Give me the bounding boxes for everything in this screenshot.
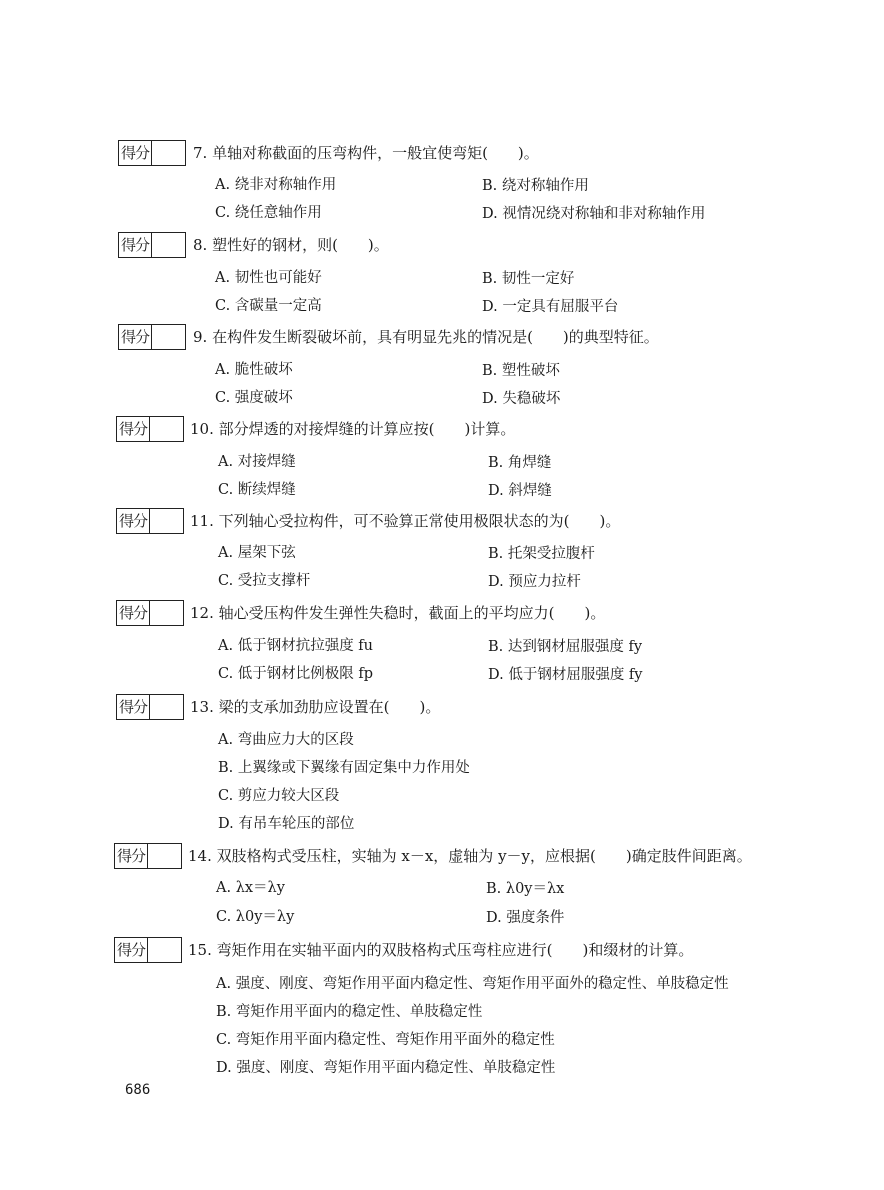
option-d: D. 斜焊缝 <box>488 483 552 499</box>
option-d: D. 视情况绕对称轴和非对称轴作用 <box>482 206 706 222</box>
page-number: 686 <box>125 1082 151 1098</box>
score-label: 得分 <box>115 844 148 868</box>
option-d: D. 有吊车轮压的部位 <box>218 816 355 832</box>
score-box <box>116 600 184 626</box>
option-a: A. 低于钢材抗拉强度 fu <box>218 638 374 654</box>
score-box <box>116 508 184 534</box>
option-d: D. 低于钢材屈服强度 fy <box>488 667 643 683</box>
question-stem: 11. 下列轴心受拉构件，可不验算正常使用极限状态的为( )。 <box>190 512 621 530</box>
option-c: C. 绕任意轴作用 <box>215 205 322 221</box>
score-label: 得分 <box>115 938 148 962</box>
option-b: B. 达到钢材屈服强度 fy <box>488 639 643 655</box>
score-box <box>118 140 186 166</box>
option-d: D. 一定具有屈服平台 <box>482 299 619 315</box>
option-c: C. 剪应力较大区段 <box>218 788 340 804</box>
score-label: 得分 <box>117 601 150 625</box>
option-a: A. λx＝λy <box>216 880 285 896</box>
score-box <box>118 232 186 258</box>
score-label: 得分 <box>117 509 150 533</box>
question-stem: 9. 在构件发生断裂破坏前，具有明显先兆的情况是( )的典型特征。 <box>193 328 659 346</box>
score-box <box>118 324 186 350</box>
score-label: 得分 <box>117 417 150 441</box>
option-c: C. 低于钢材比例极限 fp <box>218 666 374 682</box>
score-box <box>116 694 184 720</box>
option-c: C. 含碳量一定高 <box>215 298 322 314</box>
score-box <box>114 843 182 869</box>
option-c: C. 断续焊缝 <box>218 482 296 498</box>
option-d: D. 失稳破坏 <box>482 391 561 407</box>
option-c: C. 弯矩作用平面内稳定性、弯矩作用平面外的稳定性 <box>216 1032 555 1048</box>
option-d: D. 预应力拉杆 <box>488 574 581 590</box>
option-b: B. 托架受拉腹杆 <box>488 546 595 562</box>
option-a: A. 绕非对称轴作用 <box>215 177 337 193</box>
option-b: B. 韧性一定好 <box>482 271 575 287</box>
option-a: A. 韧性也可能好 <box>215 270 322 286</box>
question-stem: 12. 轴心受压构件发生弹性失稳时，截面上的平均应力( )。 <box>190 604 606 622</box>
option-b: B. λ0y＝λx <box>486 881 565 897</box>
score-box <box>114 937 182 963</box>
score-label: 得分 <box>119 325 152 349</box>
question-stem: 7. 单轴对称截面的压弯构件，一般宜使弯矩( )。 <box>193 144 539 162</box>
option-d: D. 强度、刚度、弯矩作用平面内稳定性、单肢稳定性 <box>216 1060 556 1076</box>
score-box <box>116 416 184 442</box>
option-a: A. 脆性破坏 <box>215 362 293 378</box>
score-label: 得分 <box>117 695 150 719</box>
question-stem: 10. 部分焊透的对接焊缝的计算应按( )计算。 <box>190 420 516 438</box>
score-label: 得分 <box>119 233 152 257</box>
question-stem: 13. 梁的支承加劲肋应设置在( )。 <box>190 698 441 716</box>
option-b: B. 上翼缘或下翼缘有固定集中力作用处 <box>218 760 470 776</box>
option-b: B. 塑性破坏 <box>482 363 560 379</box>
question-stem: 14. 双肢格构式受压柱，实轴为 x－x，虚轴为 y－y，应根据( )确定肢件间距离。 <box>188 847 752 865</box>
question-stem: 8. 塑性好的钢材，则( )。 <box>193 236 389 254</box>
option-a: A. 屋架下弦 <box>218 545 296 561</box>
option-d: D. 强度条件 <box>486 910 565 926</box>
score-label: 得分 <box>119 141 152 165</box>
option-a: A. 弯曲应力大的区段 <box>218 732 354 748</box>
option-c: C. 受拉支撑杆 <box>218 573 311 589</box>
option-a: A. 对接焊缝 <box>218 454 296 470</box>
option-c: C. λ0y＝λy <box>216 909 295 925</box>
option-b: B. 绕对称轴作用 <box>482 178 589 194</box>
option-c: C. 强度破坏 <box>215 390 293 406</box>
question-stem: 15. 弯矩作用在实轴平面内的双肢格构式压弯柱应进行( )和缀材的计算。 <box>188 941 694 959</box>
option-b: B. 弯矩作用平面内的稳定性、单肢稳定性 <box>216 1004 483 1020</box>
option-a: A. 强度、刚度、弯矩作用平面内稳定性、弯矩作用平面外的稳定性、单肢稳定性 <box>216 976 729 992</box>
option-b: B. 角焊缝 <box>488 455 552 471</box>
